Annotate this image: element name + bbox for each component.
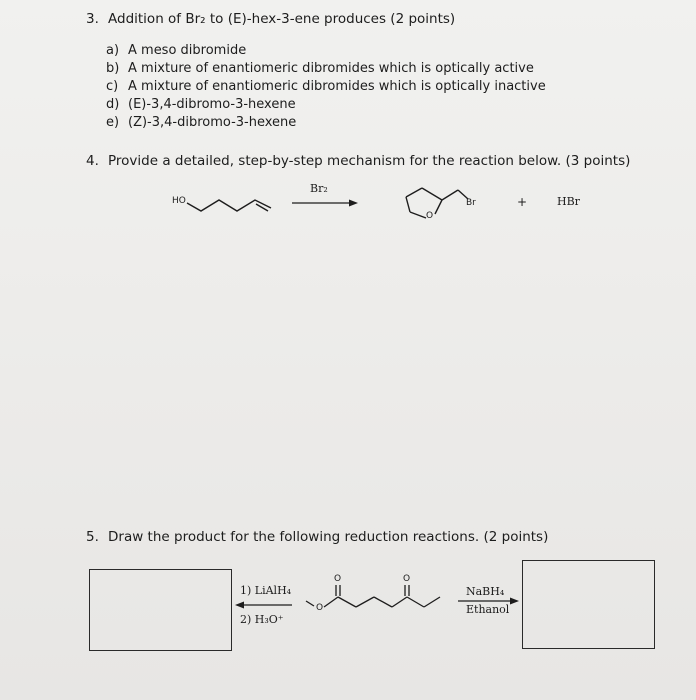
q3-title: Addition of Br₂ to (E)-hex-3-ene produces (2 points) xyxy=(108,11,456,27)
left-reagent-step2: 2) H₃O⁺ xyxy=(240,613,284,626)
plus-sign: + xyxy=(517,195,528,209)
q3-option-text: (E)-3,4-dibromo-3-hexene xyxy=(128,97,296,112)
q4-title: Provide a detailed, step-by-step mechanism for the reaction below. (3 points) xyxy=(108,153,631,169)
q3-option-text: A mixture of enantiomeric dibromides which is optically inactive xyxy=(128,79,546,94)
reactant-ho-label: HO xyxy=(172,196,186,206)
product-br-label: Br xyxy=(466,198,476,208)
hbr-byproduct: HBr xyxy=(557,195,580,208)
q3-option-letter: a) xyxy=(106,43,120,58)
q3-option-text: A mixture of enantiomeric dibromides which is optically active xyxy=(128,61,534,76)
ketone-oxygen: O xyxy=(403,574,411,584)
right-reagent-step2: Ethanol xyxy=(466,603,510,616)
q3-option-text: (Z)-3,4-dibromo-3-hexene xyxy=(128,115,297,130)
thf-oxygen-label: O xyxy=(426,211,434,221)
q3-option-letter: c) xyxy=(106,79,119,94)
ester-oxygen: O xyxy=(316,603,324,613)
q3-option-text: A meso dibromide xyxy=(128,43,247,58)
q3-number: 3. xyxy=(86,11,99,27)
q3-option-letter: d) xyxy=(106,97,120,112)
q5-number: 5. xyxy=(86,529,99,545)
q5-title: Draw the product for the following reduction reactions. (2 points) xyxy=(108,529,549,545)
q4-number: 4. xyxy=(86,153,99,169)
q3-option-letter: e) xyxy=(106,115,120,130)
q3-option-letter: b) xyxy=(106,61,120,76)
left-reagent-step1: 1) LiAlH₄ xyxy=(240,584,292,597)
q4-reagent: Br₂ xyxy=(310,182,328,195)
ester-carbonyl-oxygen: O xyxy=(334,574,342,584)
right-reagent-step1: NaBH₄ xyxy=(466,585,505,598)
